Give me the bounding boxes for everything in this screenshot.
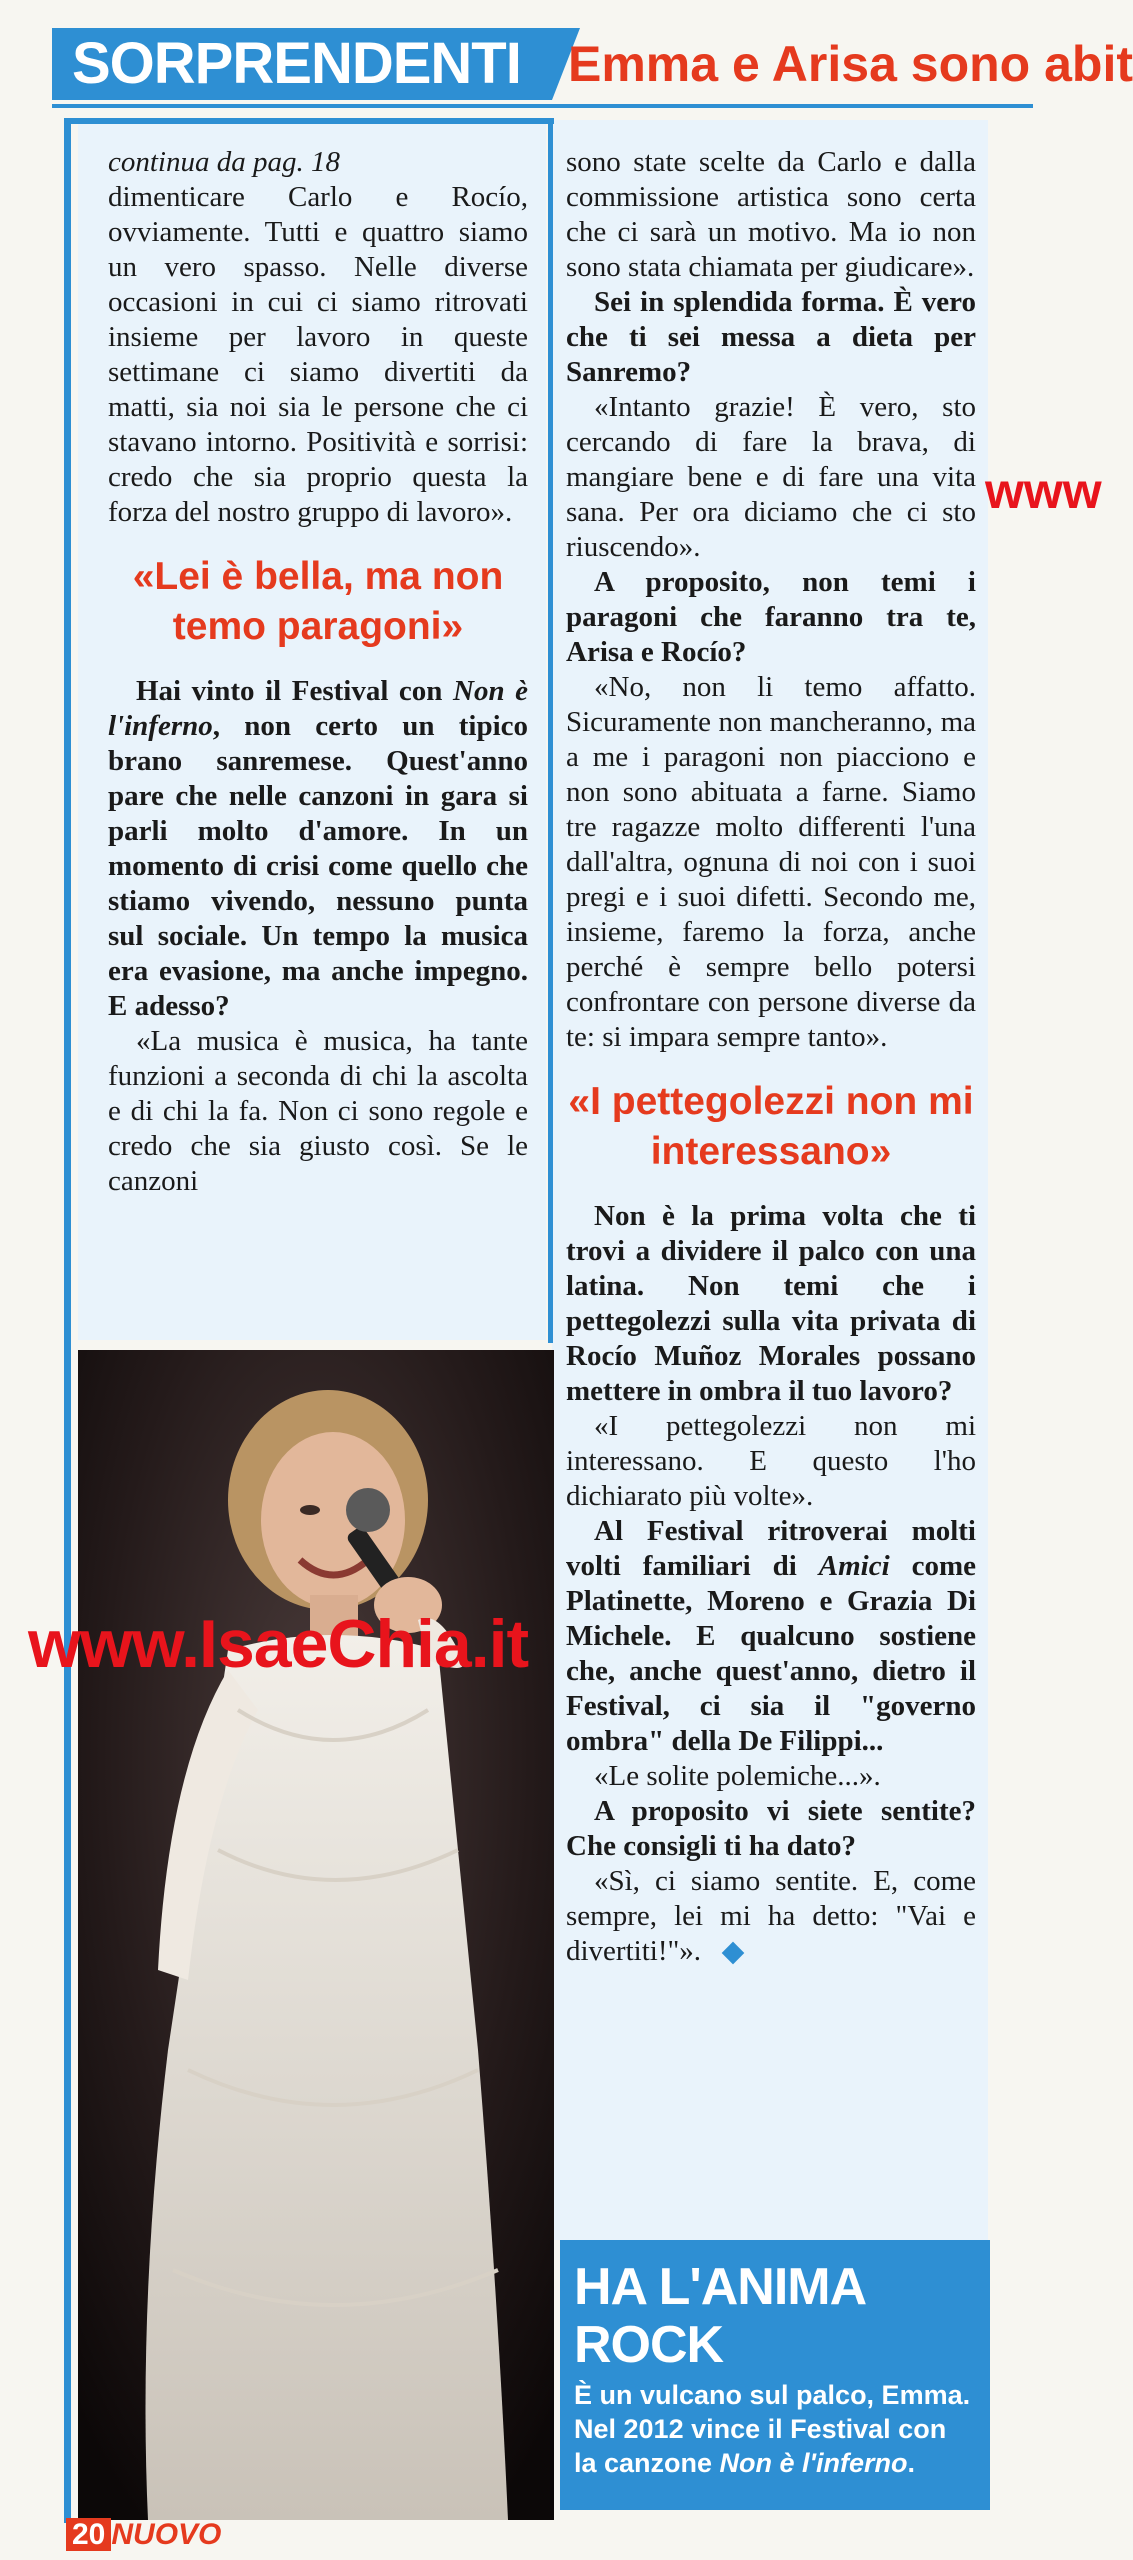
answer-text: «Sì, ci siamo sentite. E, come sempre, lei mi ha detto: "Vai e divertiti!"». <box>566 1865 976 1967</box>
answer-paragraph: sono state scelte da Carlo e dalla commissione artistica sono certa che ci sarà un motivo. Ma io non sono stata chiamata per giudicare». <box>566 146 976 283</box>
question-text: Al Festival ritroverai molti volti familiari di <box>566 1515 976 1582</box>
photo-caption <box>560 2240 990 2510</box>
question-paragraph: Non è la prima volta che ti trovi a dividere il palco con una latina. Non temi che i pettegolezzi sulla vita privata di Rocío Muñoz Morales possano mettere in ombra il tuo lavoro? <box>566 1200 976 1407</box>
caption-title: HA L'ANIMA ROCK <box>574 2258 865 2374</box>
continued-from: continua da pag. 18 <box>108 146 340 178</box>
singer-photo <box>78 1350 554 2520</box>
caption-body: È un vulcano sul palco, Emma. Nel 2012 vince il Festival con la canzone <box>574 2380 971 2478</box>
answer-paragraph: «La musica è musica, ha tante funzioni a seconda di chi la ascolta e di chi la fa. Non ci sono regole e credo che sia giusto così. Se le canzoni <box>108 1025 528 1197</box>
question-paragraph <box>566 1514 976 1759</box>
question-text: , non certo un tipico brano sanremese. Quest'anno pare che nelle canzoni in gara si parli molto d'amore. In un momento di crisi come quello che stiamo vivendo, nessuno punta sul sociale. Un tempo la musica era evasione, ma anche impegno. E adesso? <box>108 710 528 1022</box>
song-title: Non è l'inferno <box>719 2448 908 2478</box>
song-title: Non è l'inferno <box>108 675 528 742</box>
question-paragraph: Sei in splendida forma. È vero che ti sei messa a dieta per Sanremo? <box>566 286 976 388</box>
question-text: come Platinette, Moreno e Grazia Di Michele. E qualcuno sostiene che, anche quest'anno, dietro il Festival, ci sia il "governo ombra" della De Filippi... <box>566 1550 976 1757</box>
page-header <box>0 0 1133 110</box>
caption-body-end: . <box>907 2448 915 2478</box>
pull-quote: «Lei è bella, ma non temo paragoni» <box>132 555 504 648</box>
question-text: Hai vinto il Festival con <box>136 675 453 707</box>
caption-text <box>574 2378 976 2480</box>
right-column <box>566 145 976 1969</box>
page-number: 20 <box>66 2518 111 2551</box>
header-rule <box>52 104 1033 108</box>
watermark: www.IsaeChia.it <box>28 1606 529 1682</box>
headline-teaser: Emma e Arisa sono abit <box>568 36 1133 92</box>
question-paragraph <box>108 674 528 1024</box>
question-paragraph: A proposito vi siete sentite? Che consigli ti ha dato? <box>566 1795 976 1862</box>
answer-paragraph: «Le solite polemiche...». <box>594 1760 881 1792</box>
magazine-name: NUOVO <box>111 2518 222 2551</box>
pull-quote: «I pettegolezzi non mi interessano» <box>568 1080 974 1173</box>
left-column <box>108 145 528 1199</box>
answer-paragraph: dimenticare Carlo e Rocío, ovviamente. Tutti e quattro siamo un vero spasso. Nelle diverse occasioni in cui ci siamo ritrovati insieme per lavoro in queste settimane ci siamo divertiti da matti, sia noi sia le persone che ci stavano intorno. Positività e sorrisi: credo che sia proprio questa la forza del nostro gruppo di lavoro». <box>108 181 528 528</box>
watermark-edge: www <box>985 463 1102 519</box>
frame-top-rule <box>64 118 554 124</box>
answer-paragraph: «I pettegolezzi non mi interessano. E questo l'ho dichiarato più volte». <box>566 1410 976 1512</box>
column-divider <box>548 118 553 1343</box>
section-badge: SORPRENDENTI <box>52 28 552 100</box>
answer-paragraph <box>566 1864 976 1969</box>
question-paragraph: A proposito, non temi i paragoni che faranno tra te, Arisa e Rocío? <box>566 566 976 668</box>
answer-paragraph: «Intanto grazie! È vero, sto cercando di fare la brava, di mangiare bene e di fare una vita sana. Per ora diciamo che ci sto riuscendo». <box>566 391 976 563</box>
singer-illustration <box>78 1350 554 2520</box>
page-footer <box>66 2518 221 2552</box>
end-of-article-icon <box>722 1942 745 1965</box>
answer-paragraph: «No, non li temo affatto. Sicuramente non mancheranno, ma a me i paragoni non piacciono e non sono abituata a farne. Siamo tre ragazze molto differenti l'una dall'altra, ognuna di noi con i suoi pregi e i suoi difetti. Secondo me, insieme, faremo la forza, anche perché è sempre bello potersi confrontare con persone diverse da te: si impara sempre tanto». <box>566 671 976 1053</box>
frame-left-rule <box>64 118 71 2523</box>
show-title: Amici <box>818 1550 890 1582</box>
